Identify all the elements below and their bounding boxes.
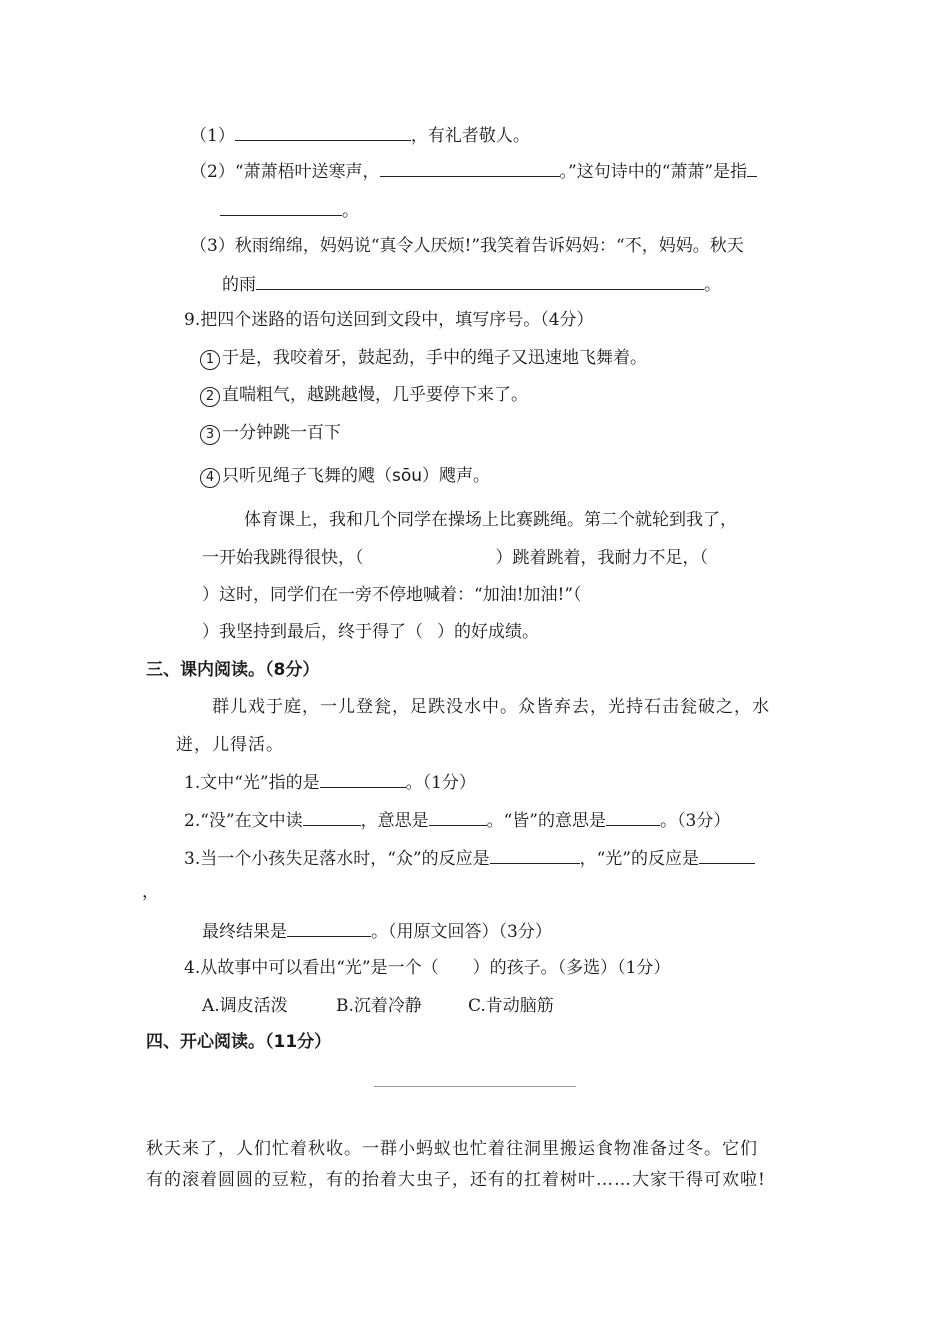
q9-option-3-text: 一分钟跳一百下 bbox=[222, 423, 341, 443]
q8-item-3-text: （3）秋雨绵绵，妈妈说“真令人厌烦!”我笑着告诉妈妈：“不，妈妈。秋天 bbox=[190, 236, 744, 256]
q9-paragraph-line-4 bbox=[202, 620, 539, 644]
s3-question-4: 4.从故事中可以看出“光”是一个（ ）的孩子。（多选）（1分） bbox=[184, 958, 671, 978]
circled-number-2: 2 bbox=[200, 387, 220, 407]
section-3-heading: 三、课内阅读。（8分） bbox=[146, 660, 320, 680]
q9-option-4 bbox=[200, 464, 490, 488]
s3-q3-text-b: ，“光”的反应是 bbox=[579, 849, 699, 869]
q8-item-1-label: （1） bbox=[190, 126, 235, 146]
q9-para-text-4b: ，终于得了（ bbox=[321, 622, 423, 642]
s3-q2-text: 2.“没”在文中读 bbox=[184, 811, 303, 831]
q9-title: 9.把四个迷路的语句送回到文段中，填写序号。（4分） bbox=[184, 310, 594, 330]
q9-paragraph-line-1: 体育课上，我和几个同学在操场上比赛跳绳。第二个就轮到我了， bbox=[244, 510, 737, 530]
q8-item-3-end: 。 bbox=[704, 275, 721, 295]
s3-q4-option-c[interactable]: C.肯动脑筋 bbox=[468, 996, 554, 1016]
s3-question-1 bbox=[184, 769, 476, 795]
s3-q1-end: 。（1分） bbox=[405, 773, 476, 793]
s3-q2-blank-2[interactable] bbox=[429, 807, 487, 826]
circled-number-4: 4 bbox=[200, 468, 220, 488]
s3-q2-blank-3[interactable] bbox=[606, 807, 660, 826]
q8-blank-3a[interactable] bbox=[747, 158, 757, 177]
q9-para-text-2a: 一开始我跳得很快，（ bbox=[202, 548, 364, 568]
q8-blank-3[interactable] bbox=[220, 197, 342, 216]
q9-option-4-text-b: ）飕声。 bbox=[422, 466, 491, 486]
title-divider bbox=[374, 1086, 576, 1087]
s4-passage-line-2: 有的滚着圆圆的豆粒，有的抬着大虫子，还有的扛着树叶……大家干得可欢啦! bbox=[146, 1170, 766, 1190]
q8-blank-1[interactable] bbox=[235, 122, 411, 141]
circled-number-1: 1 bbox=[200, 350, 220, 370]
q8-blank-2[interactable] bbox=[380, 158, 560, 177]
s3-q3-end: 。（用原文回答）（3分） bbox=[371, 922, 552, 942]
s3-question-2 bbox=[184, 807, 730, 833]
q9-para-text-4c: ）的好成绩。 bbox=[437, 622, 539, 642]
q9-option-1 bbox=[200, 346, 647, 370]
s3-q4-option-a[interactable]: A.调皮活泼 bbox=[202, 996, 288, 1016]
section-4-heading: 四、开心阅读。（11分） bbox=[146, 1032, 332, 1052]
s3-q3-text-c: 最终结果是 bbox=[202, 922, 287, 942]
q8-line-2 bbox=[190, 158, 757, 184]
pinyin: sōu bbox=[392, 466, 423, 486]
s3-q4-option-b[interactable]: B.沉着冷静 bbox=[336, 996, 422, 1016]
q9-option-3 bbox=[200, 421, 341, 445]
s3-q3-text: 3.当一个小孩失足落水时，“众”的反应是 bbox=[184, 849, 490, 869]
q9-paragraph-line-3: ）这时，同学们在一旁不停地喊着：“加油!加油!”（ bbox=[202, 585, 582, 605]
q9-option-4-text: 只听见绳子飞舞的飕（ bbox=[222, 466, 392, 486]
q9-paragraph-line-2 bbox=[202, 546, 708, 570]
q8-item-2-end: 。 bbox=[342, 201, 359, 221]
classical-passage-line-2: 迸，儿得活。 bbox=[176, 735, 284, 755]
q9-para-text-2b: ）跳着跳着，我耐力不足，（ bbox=[495, 548, 708, 568]
q8-line-4 bbox=[222, 271, 721, 297]
q8-blank-4[interactable] bbox=[256, 271, 704, 290]
s3-q2-text-c: 。“皆”的意思是 bbox=[486, 811, 606, 831]
s3-q3-comma: ， bbox=[142, 882, 159, 902]
s3-q1-text: 1.文中“光”指的是 bbox=[184, 773, 320, 793]
s3-question-3-cont bbox=[202, 918, 552, 944]
s3-q3-blank-3[interactable] bbox=[287, 918, 371, 937]
q8-item-2-text-b: 。”这句诗中的“萧萧”是指 bbox=[559, 162, 748, 182]
s3-q2-blank-1[interactable] bbox=[303, 807, 361, 826]
s4-passage-line-1: 秋天来了，人们忙着秋收。一群小蚂蚁也忙着往洞里搬运食物准备过冬。它们 bbox=[146, 1139, 758, 1159]
classical-passage-line-1: 群儿戏于庭，一儿登瓮，足跌没水中。众皆弃去，光持石击瓮破之，水 bbox=[212, 697, 770, 717]
q9-option-2-text: 直喘粗气，越跳越慢，几乎要停下来了。 bbox=[222, 385, 528, 405]
q8-item-2-text: （2）“萧萧梧叶送寒声， bbox=[190, 162, 380, 182]
q8-line-2b bbox=[220, 197, 359, 223]
q9-para-text-4a: ）我坚持到最后 bbox=[202, 622, 321, 642]
q8-item-1-text: ，有礼者敬人。 bbox=[410, 126, 530, 146]
q8-line-1 bbox=[190, 122, 530, 148]
q9-option-1-text: 于是，我咬着牙，鼓起劲，手中的绳子又迅速地飞舞着。 bbox=[222, 348, 647, 368]
s3-q2-text-b: ，意思是 bbox=[360, 811, 429, 831]
s3-q1-blank[interactable] bbox=[320, 769, 406, 788]
q8-item-3-text-b: 的雨 bbox=[222, 275, 256, 295]
circled-number-3: 3 bbox=[200, 425, 220, 445]
s3-q2-end: 。（3分） bbox=[660, 811, 731, 831]
s3-q3-blank-1[interactable] bbox=[490, 845, 580, 864]
s3-question-3 bbox=[184, 845, 755, 871]
s3-q3-blank-2[interactable] bbox=[699, 845, 755, 864]
q9-option-2 bbox=[200, 383, 528, 407]
